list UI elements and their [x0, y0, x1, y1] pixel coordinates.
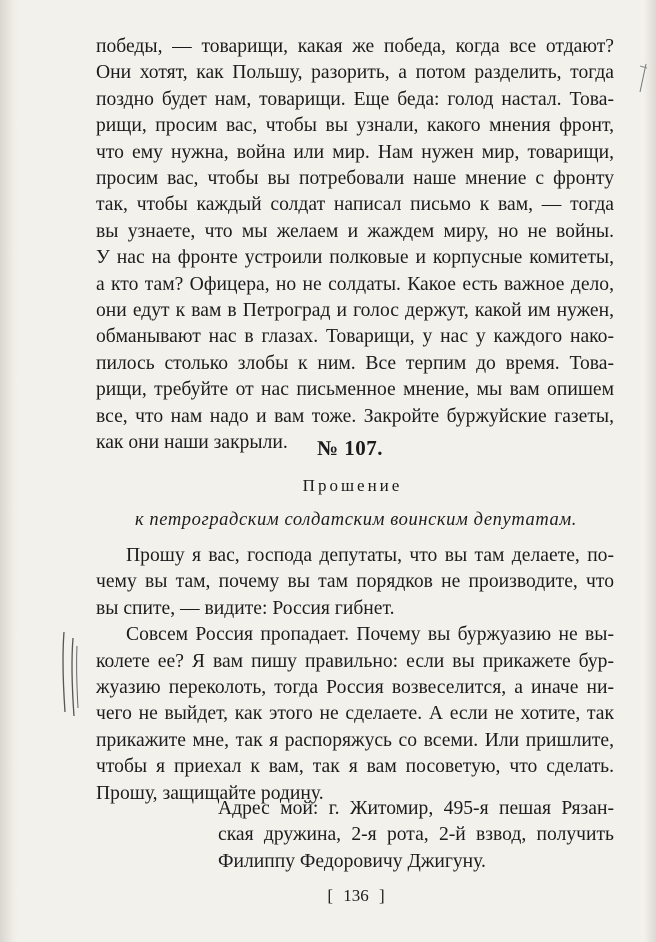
text-line: победы, — товарищи, какая же победа, когда все отдают?	[96, 36, 614, 57]
page-edge-shadow-left	[0, 0, 18, 942]
pencil-margin-mark	[56, 628, 90, 718]
text-line: чтобы я приехал к вам, так я вам посоветую, что сделать.	[96, 756, 614, 778]
text-line: Совсем Россия пропадает. Почему вы буржуазию не вы-	[126, 624, 614, 646]
sender-address	[218, 796, 614, 875]
text-line: рищи, просим вас, чтобы вы узнали, какого мнения фронт,	[96, 115, 614, 137]
text-line: просим вас, чтобы вы потребовали наше мнение с фронту	[96, 168, 614, 190]
text-line: жуазию переколоть, тогда Россия возвеселится, а иначе ни-	[96, 677, 614, 699]
page-edge-shadow-right	[644, 0, 656, 942]
text-line: Они хотят, как Польшу, разорить, а потом разделить, тогда	[96, 62, 614, 84]
document-number: № 107.	[316, 436, 384, 460]
text-line: они едут к вам в Петроград и голос держут, какой им нужен,	[96, 300, 614, 322]
text-line: обманывают нас в глазах. Товарищи, у нас у каждого нако-	[96, 326, 614, 348]
text-line: колете ее? Я вам пишу правильно: если вы прикажете бур-	[96, 650, 614, 672]
text-line: чего не выйдет, как этого не сделаете. А если не хотите, так	[96, 703, 614, 725]
text-line: так, чтобы каждый солдат написал письмо к вам, — тогда	[96, 194, 614, 216]
text-line: рищи, требуйте от нас письменное мнение, мы вам опишем	[96, 379, 614, 401]
document-subtitle: к петроградским солдатским воинским депутатам.	[134, 510, 578, 530]
petition-body	[96, 543, 614, 807]
text-line: пилось столько злобы к ним. Все терпим до время. Това-	[96, 352, 614, 374]
address-line: Филиппу Федоровичу Джигуну.	[218, 850, 486, 872]
text-line: поздно будет нам, товарищи. Еще беда: голод настал. Това-	[96, 88, 614, 110]
text-line: что ему нужна, война или мир. Нам нужен мир, товарищи,	[96, 141, 614, 163]
address-line: Адрес мой: г. Житомир, 495-я пешая Рязан-	[218, 798, 614, 819]
text-line: Прошу, защищайте родину.	[96, 782, 324, 804]
text-line: прикажите мне, так я распоряжусь со всеми. Или пришлите,	[96, 729, 614, 751]
text-line: Прошу я вас, господа депутаты, что вы там делаете, по-	[126, 545, 614, 566]
page-number: [ 136 ]	[327, 886, 385, 905]
continuation-text	[96, 34, 614, 457]
text-line: У нас на фронте устроили полковые и корпусные комитеты,	[96, 247, 614, 269]
text-line: вы спите, — видите: Россия гибнет.	[96, 597, 395, 619]
text-line: вы узнаете, что мы желаем и жаждем миру, но не войны.	[96, 220, 614, 242]
address-line: ская дружина, 2-я рота, 2-й взвод, получить	[218, 824, 614, 846]
document-title: Прошение	[302, 476, 403, 495]
text-line: а кто там? Офицера, но не солдаты. Какое есть важное дело,	[96, 273, 614, 295]
pencil-mark-corner	[636, 62, 650, 96]
text-line: чему вы там, почему вы там порядков не производите, что	[96, 571, 614, 593]
text-line: как они наши закрыли.	[96, 432, 288, 454]
text-line: все, что нам надо и вам тоже. Закройте буржуйские газеты,	[96, 405, 614, 427]
